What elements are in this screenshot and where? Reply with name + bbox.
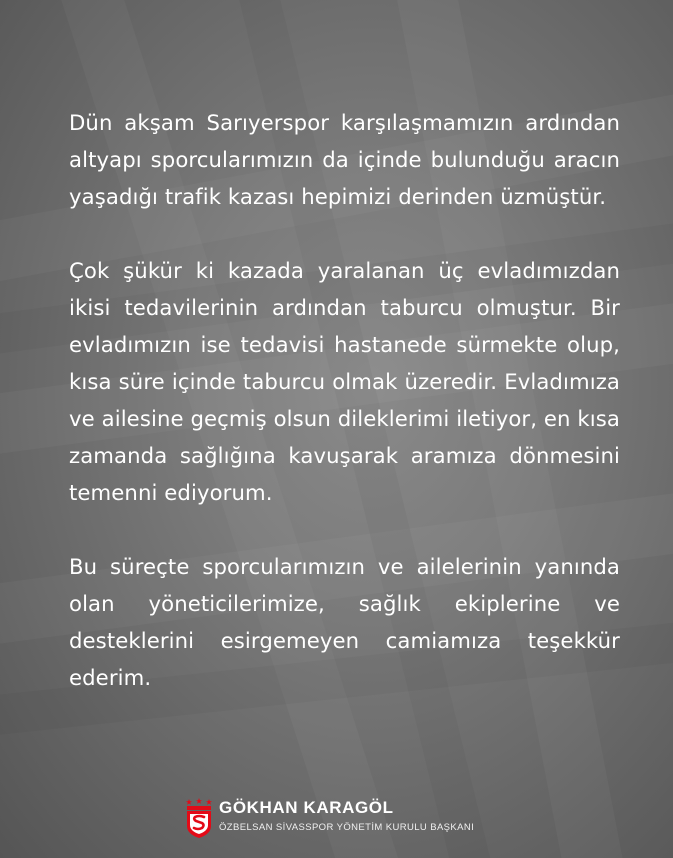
- sivasspor-crest-icon: [186, 798, 212, 838]
- statement-paragraph-1: Dün akşam Sarıyerspor karşılaşmamızın ardından altyapı sporcularımızın da içinde bulunduğu aracın yaşadığı trafik kazası hepimizi derinden üzmüştür.: [69, 110, 620, 209]
- statement-text: [69, 104, 620, 733]
- signature-block: [186, 798, 474, 838]
- statement-paragraph-3: Bu süreçte sporcularımızın ve ailelerinin yanında olan yöneticilerimize, sağlık ekiplerine ve desteklerini esirgemeyen camiamıza teşekkür ederim.: [69, 554, 620, 690]
- statement-paragraph-2: Çok şükür ki kazada yaralanan üç evladımızdan ikisi tedavilerinin ardından taburcu olmuştur. Bir evladımızın ise tedavisi hastanede sürmekte olup, kısa süre içinde taburcu olmak üzeredir. Evladımıza ve ailesine geçmiş olsun dileklerimi iletiyor, en kısa zamanda sağlığına kavuşarak aramıza dönmesini temenni ediyorum.: [69, 258, 620, 505]
- signature-title: ÖZBELSAN SİVASSPOR YÖNETİM KURULU BAŞKANI: [219, 822, 475, 833]
- signature-name: GÖKHAN KARAGÖL: [219, 798, 394, 817]
